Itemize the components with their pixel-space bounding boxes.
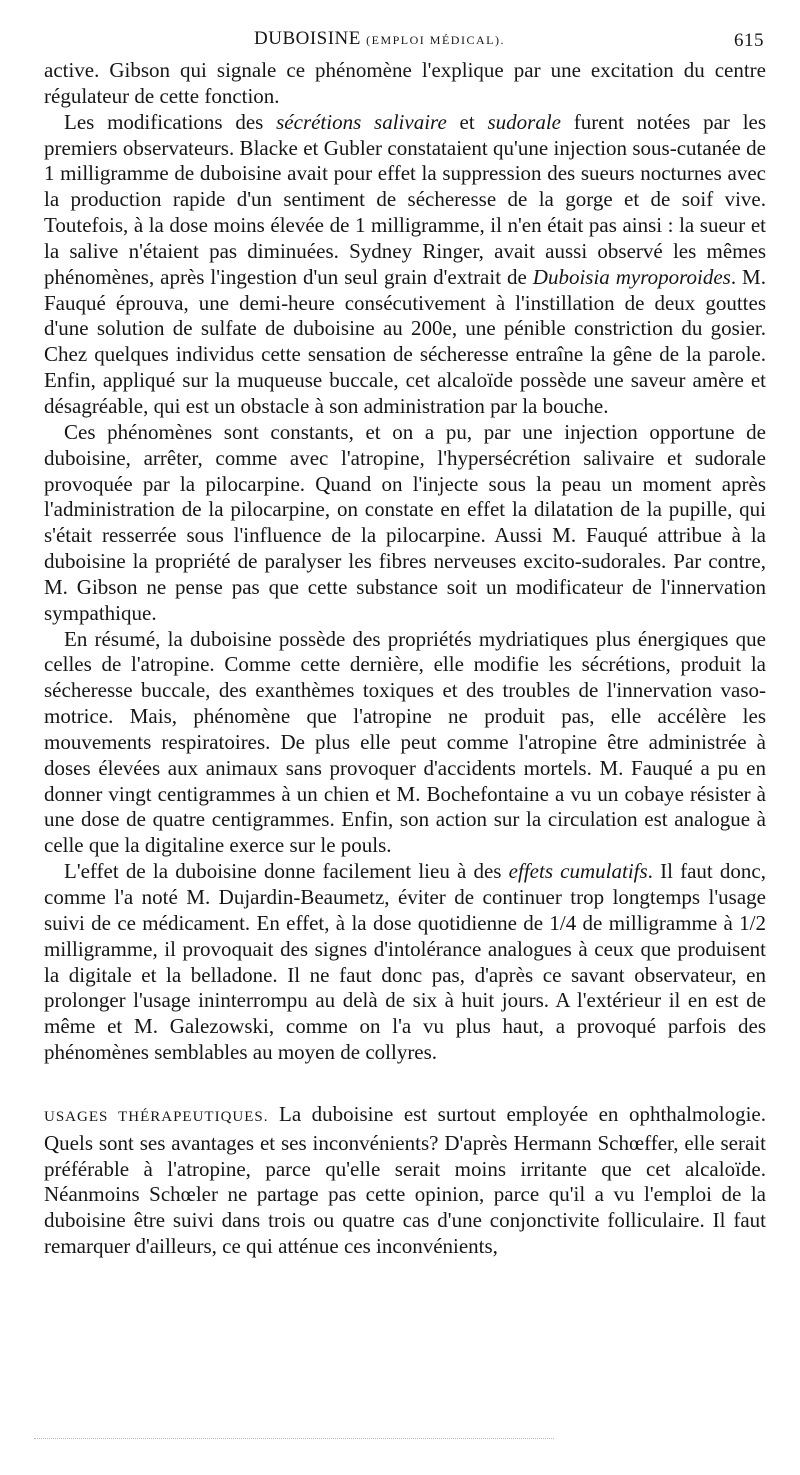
section-text: La duboisine est surtout employée en ophthalmologie. Quels sont ses avantages et ses inconvénients? D'après Hermann Schœffer, elle serait préférable à l'atropine, parce qu'elle serait moins irritante que cet alcaloïde. Néanmoins Schœler ne partage pas cette opinion, parce qu'il a vu l'emploi de la duboisine être suivi dans trois ou quatre cas d'une conjonctivite folliculaire. Il faut remarquer d'ailleurs, ce qui atténue ces inconvénients, (44, 1101, 767, 1259)
header-title-main: DUBOISINE (254, 28, 361, 49)
paragraph (44, 420, 766, 627)
text-run: En résumé, la duboisine possède des propriétés mydriatiques plus énergiques que celles de l'atropine. Comme cette dernière, elle modifie les sécrétions, produit la sécheresse buccale, des exanthèmes toxiques et des troubles de l'innervation vaso-motrice. Mais, phénomène que l'atropine ne produit pas, elle accélère les mouvements respiratoires. De plus elle peut comme l'atropine être administrée à doses élevées aux animaux sans provoquer d'accidents mortels. M. Fauqué a pu en donner vingt centigrammes à un chien et M. Bochefontaine a vu un cobaye résister à une dose de quatre centigrammes. Enfin, son action sur la circulation est analogue à celle que la digitaline exerce sur le pouls. (44, 626, 766, 858)
section-usages (44, 1102, 766, 1260)
page-number: 615 (734, 30, 764, 51)
text-run: Ces phénomènes sont constants, et on a pu, par une injection opportune de duboisine, arrêter, comme avec l'atropine, l'hypersécrétion salivaire et sudorale provoquée par la pilocarpine. Quand on l'injecte sous la peau un moment après l'administration de la pilocarpine, on constate en effet la dilatation de la pupille, qui s'était resserrée sous l'influence de la pilocarpine. Aussi M. Fauqué attribue à la duboisine la propriété de paralyser les fibres nerveuses excito-sudorales. Par contre, M. Gibson ne pense pas que cette substance soit un modificateur de l'innervation sympathique. (44, 419, 766, 625)
italic-text: effets cumulatifs (508, 859, 648, 884)
book-page (44, 26, 766, 1260)
text-run: Les modifications des (64, 109, 277, 134)
italic-text: sudorale (487, 109, 561, 134)
running-header (44, 26, 766, 58)
header-subtitle: (EMPLOI MÉDICAL). (366, 33, 505, 47)
italic-text: sécrétions salivaire (276, 109, 447, 134)
text-run: . M. Fauqué éprouva, une demi-heure consécutivement à l'instillation de deux gouttes d'une solution de sulfate de duboisine au 200e, une pénible constriction du gosier. Chez quelques individus cette sensation de sécheresse entraîne la gêne de la parole. Enfin, appliqué sur la muqueuse buccale, cet alcaloïde possède une saveur amère et désagréable, qui est un obstacle à son administration par la bouche. (44, 264, 766, 418)
text-run: L'effet de la duboisine donne facilement lieu à des (64, 859, 509, 884)
footer-rule (34, 1438, 554, 1439)
text-run: active. Gibson qui signale ce phénomène l'explique par une excitation du centre régulateur de cette fonction. (44, 58, 766, 108)
text-run: furent notées par les premiers observateurs. Blacke et Gubler constataient qu'une injection sous-cutanée de 1 milligramme de duboisine avait pour effet la suppression des sueurs nocturnes avec la production rapide d'un sentiment de sécheresse de la gorge et de soif vive. Toutefois, à la dose moins élevée de 1 milligramme, il n'en était pas ainsi : la sueur et la salive n'étaient pas diminuées. Sydney Ringer, avait aussi observé les mêmes phénomènes, après l'ingestion d'un seul grain d'extrait de (44, 109, 767, 289)
text-run: . Il faut donc, comme l'a noté M. Dujardin-Beaumetz, éviter de continuer trop longtemps l'usage suivi de ce médicament. En effet, à la dose quotidienne de 1/4 de milligramme à 1/2 milligramme, il provoquait des signes d'intolérance analogues à ceux que produisent la digitale et la belladone. Il ne faut donc pas, d'après ce savant observateur, en prolonger l'usage ininterrompu au delà de six à huit jours. A l'extérieur il en est de même et M. Galezowski, comme on l'a vu plus haut, a provoqué parfois des phénomènes semblables au moyen de collyres. (44, 859, 766, 1065)
paragraph (44, 627, 766, 860)
italic-text: Duboisia myroporoides (532, 264, 731, 289)
section-heading: USAGES THÉRAPEUTIQUES. (44, 1108, 269, 1125)
header-title (254, 28, 505, 50)
paragraph (44, 859, 766, 1066)
body-text (44, 58, 766, 1066)
paragraph (44, 58, 766, 110)
text-run: et (446, 109, 488, 134)
paragraph (44, 110, 766, 420)
